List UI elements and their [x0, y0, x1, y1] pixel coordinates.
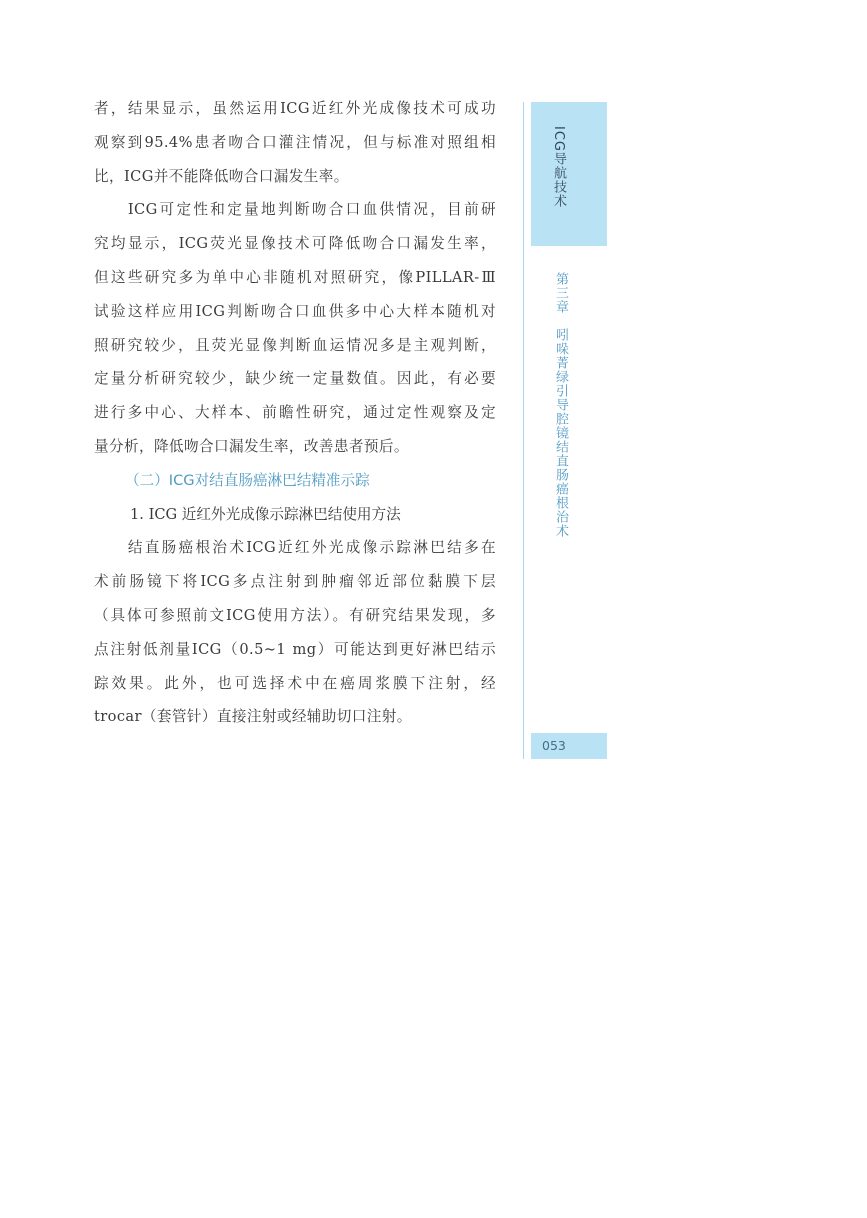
paragraph-line: 观察到95.4%患者吻合口灌注情况，但与标准对照组相 [94, 133, 496, 151]
paragraph-line: 踪效果。此外，也可选择术中在癌周浆膜下注射，经 [94, 674, 496, 692]
paragraph-line: 结直肠癌根治术ICG近红外光成像示踪淋巴结多在 [94, 539, 496, 557]
paragraph-line: 究均显示，ICG荧光显像技术可降低吻合口漏发生率， [94, 235, 496, 253]
side-tab-label: ICG导航技术 [551, 126, 566, 208]
paragraph-line: 量分析，降低吻合口漏发生率，改善患者预后。 [94, 437, 409, 455]
main-text-column [94, 92, 496, 734]
page-number: 053 [542, 738, 566, 753]
chapter-running-head [550, 272, 570, 538]
section-heading: （二）ICG对结直肠癌淋巴结精准示踪 [125, 471, 370, 489]
paragraph-line: 定量分析研究较少，缺少统一定量数值。因此，有必要 [94, 370, 496, 388]
paragraph-line: 照研究较少，且荧光显像判断血运情况多是主观判断， [94, 336, 496, 354]
paragraph-line: 术前肠镜下将ICG多点注射到肿瘤邻近部位黏膜下层 [94, 573, 496, 591]
chapter-label: 第三章 [553, 272, 568, 314]
paragraph-line: 者，结果显示，虽然运用ICG近红外光成像技术可成功 [94, 100, 496, 117]
margin-divider-rule [523, 102, 524, 759]
paragraph-line: ICG可定性和定量地判断吻合口血供情况，目前研 [94, 201, 496, 219]
paragraph-line: trocar（套管针）直接注射或经辅助切口注射。 [94, 708, 412, 726]
chapter-title: 吲哚菁绿引导腔镜结直肠癌根治术 [553, 328, 568, 538]
paragraph-line: 点注射低剂量ICG（0.5~1 mg）可能达到更好淋巴结示 [94, 640, 496, 658]
paragraph-line: 但这些研究多为单中心非随机对照研究，像PILLAR-Ⅲ [94, 268, 496, 286]
paragraph-line: （具体可参照前文ICG使用方法）。有研究结果发现，多 [94, 606, 496, 624]
paragraph-line: 进行多中心、大样本、前瞻性研究，通过定性观察及定 [94, 404, 496, 422]
section-side-tab [531, 102, 607, 246]
sub-heading: 1. ICG 近红外光成像示踪淋巴结使用方法 [130, 505, 401, 523]
paragraph-line: 比，ICG并不能降低吻合口漏发生率。 [94, 167, 349, 185]
paragraph-line: 试验这样应用ICG判断吻合口血供多中心大样本随机对 [94, 302, 496, 320]
